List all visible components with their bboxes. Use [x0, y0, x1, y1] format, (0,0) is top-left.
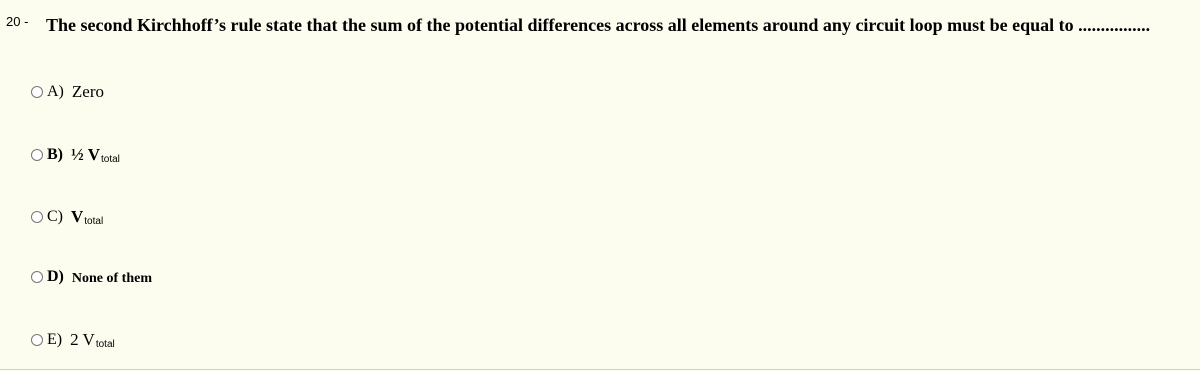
option-e[interactable]: [31, 330, 115, 350]
option-letter: E): [47, 331, 63, 348]
question-number: 20 -: [6, 14, 29, 29]
question-text: The second Kirchhoff’s rule state that the sum of the potential differences across all elements around any circuit loop must be equal to ................: [46, 15, 1151, 35]
option-text: None of them: [71, 271, 152, 286]
option-text: V: [71, 207, 84, 226]
radio-button[interactable]: [31, 334, 43, 346]
option-text: ½ V: [71, 145, 100, 164]
divider: [0, 369, 1200, 370]
option-subscript: total: [100, 153, 120, 165]
option-text: 2 V: [70, 330, 95, 349]
option-subscript: total: [95, 338, 115, 350]
option-letter: B): [47, 146, 63, 163]
option-d[interactable]: [31, 268, 152, 286]
option-letter: D): [47, 268, 64, 285]
radio-button[interactable]: [31, 271, 43, 283]
option-b[interactable]: [31, 145, 120, 165]
radio-button[interactable]: [31, 86, 43, 98]
option-text: Zero: [71, 82, 104, 101]
option-letter: C): [47, 208, 63, 225]
option-c[interactable]: [31, 207, 103, 227]
radio-button[interactable]: [31, 211, 43, 223]
option-subscript: total: [84, 215, 104, 227]
radio-button[interactable]: [31, 149, 43, 161]
option-letter: A): [47, 83, 64, 100]
option-a[interactable]: [31, 82, 104, 102]
